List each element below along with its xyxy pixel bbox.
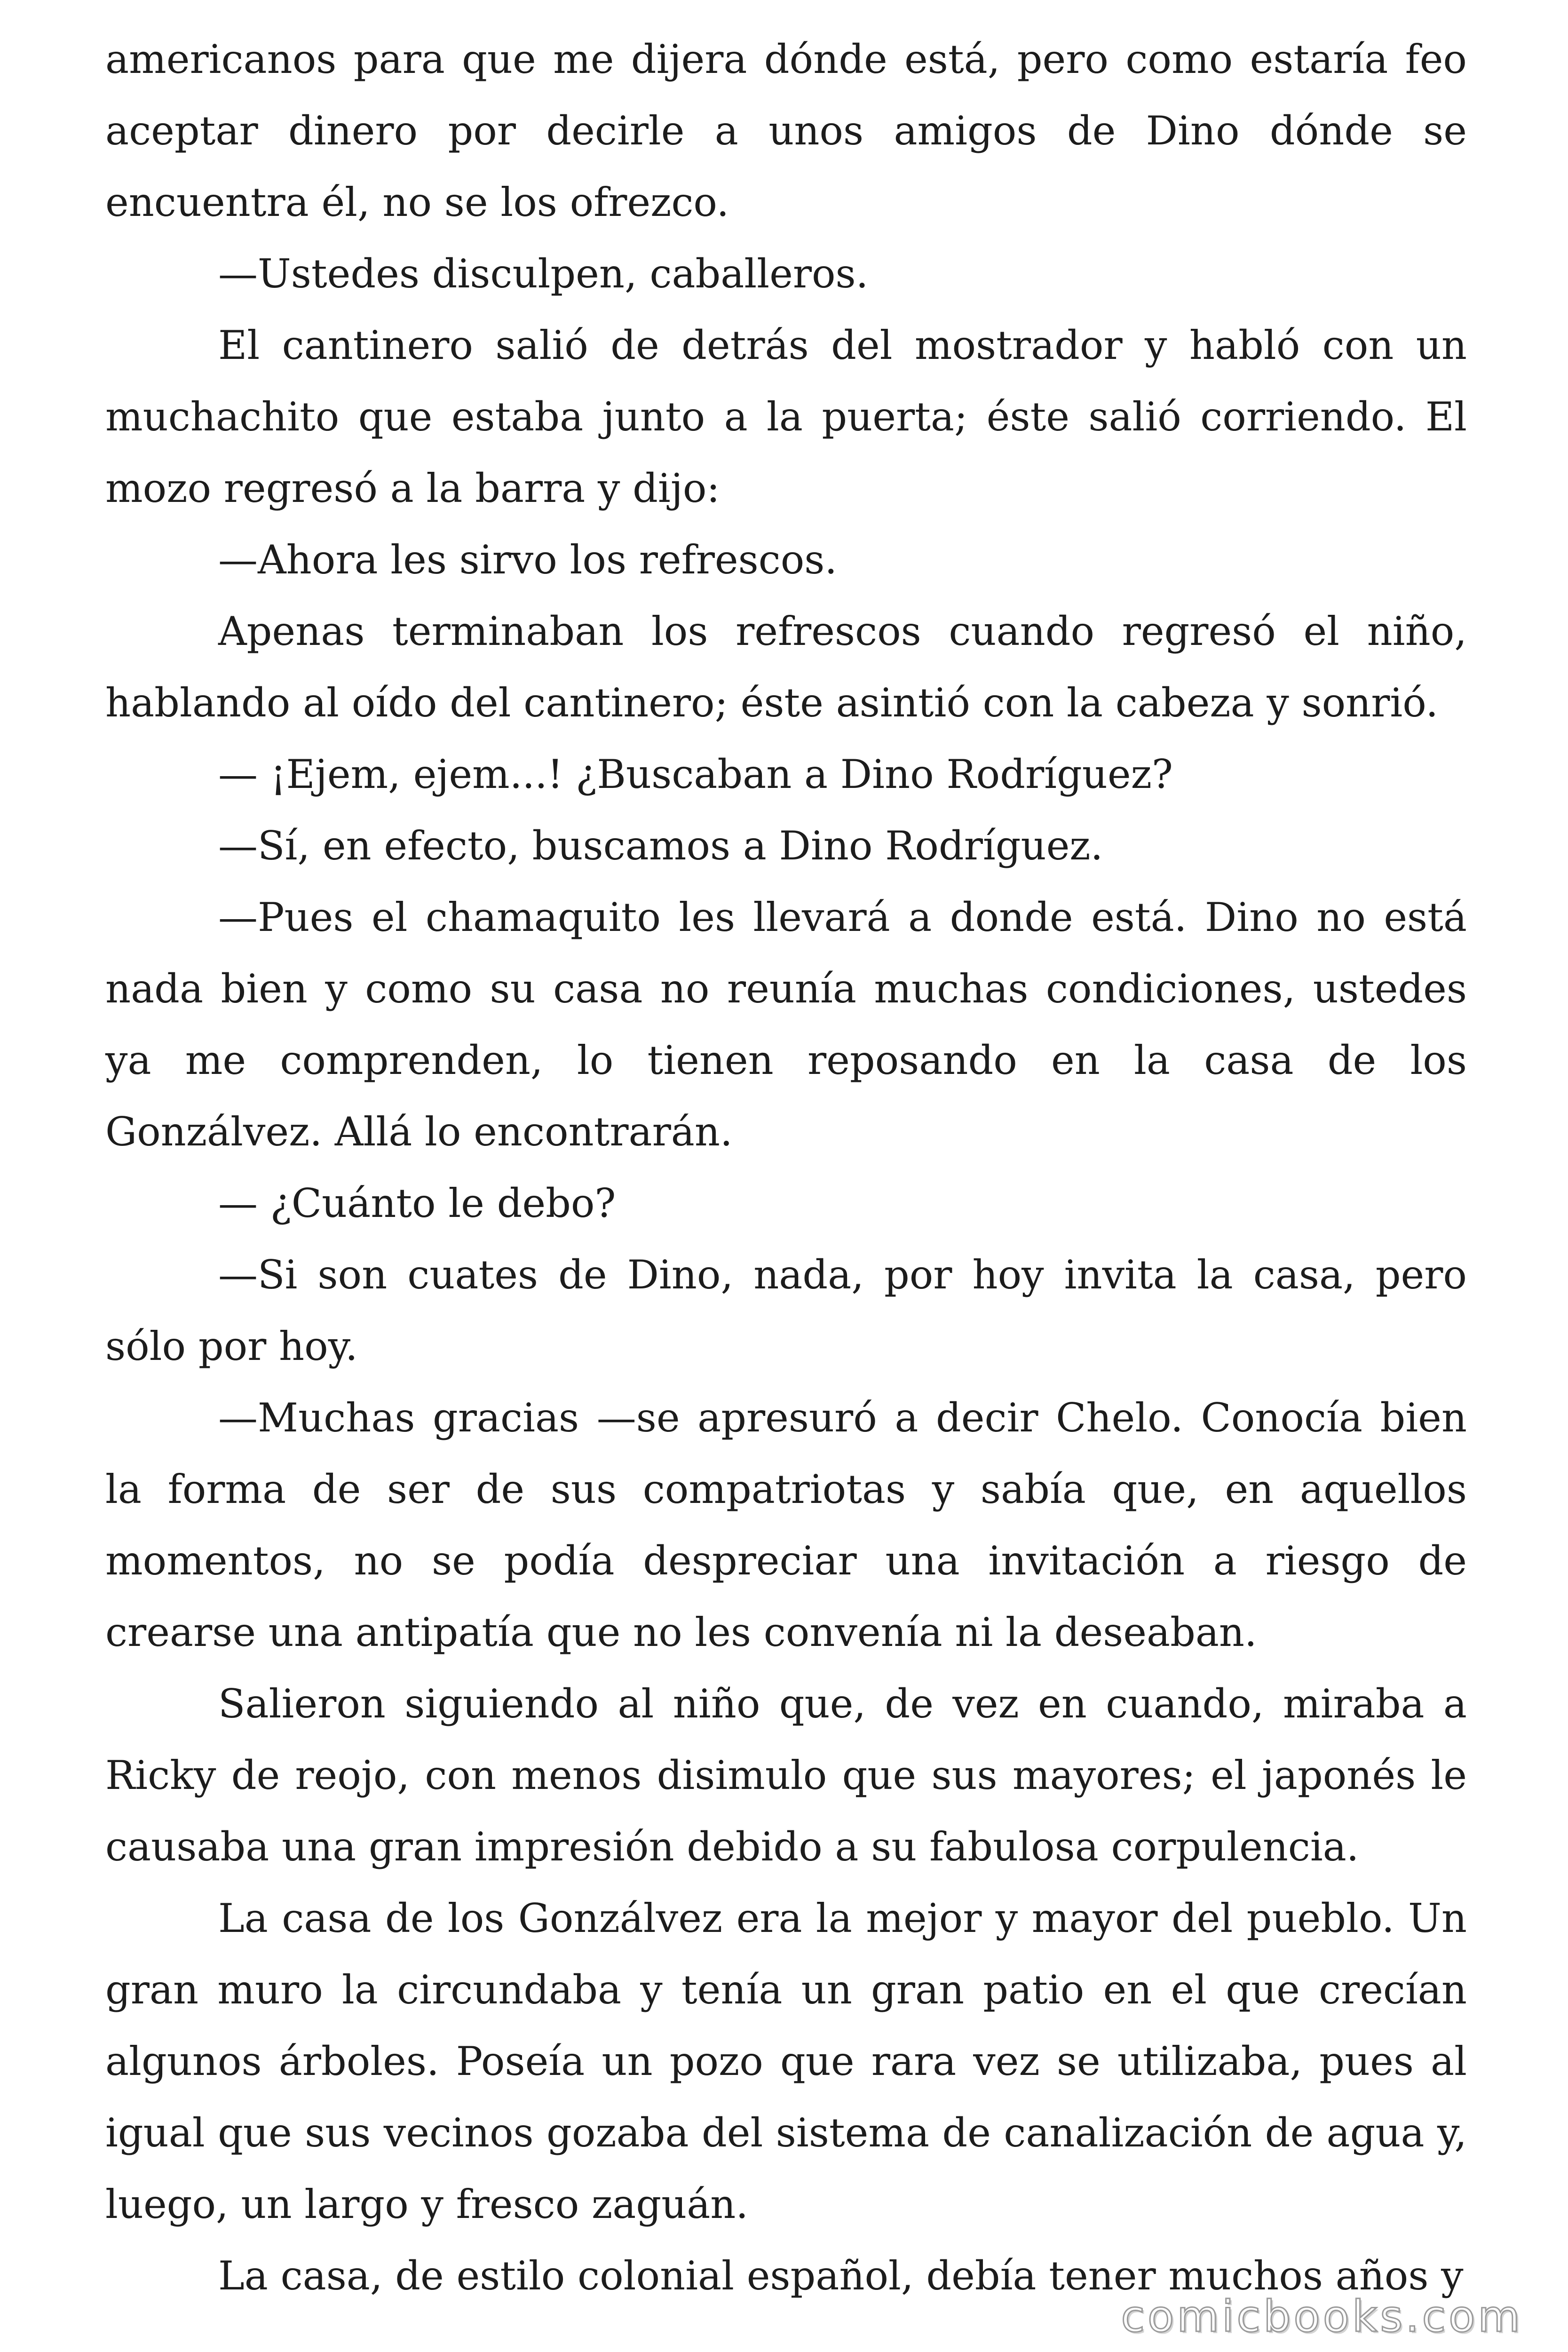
paragraph-6: — ¡Ejem, ejem...! ¿Buscaban a Dino Rodríguez? <box>218 751 1173 797</box>
paragraph-1: americanos para que me dijera dónde está, pero como estaría feo aceptar dinero por decirle a unos amigos de Dino dónde se encuentra él, no se los ofrezco. <box>105 36 1467 225</box>
paragraph-9: — ¿Cuánto le debo? <box>218 1180 616 1226</box>
paragraph-7: —Sí, en efecto, buscamos a Dino Rodríguez. <box>218 823 1103 869</box>
page-body <box>105 24 1467 2312</box>
paragraph-2: —Ustedes disculpen, caballeros. <box>218 251 869 297</box>
paragraph-4: —Ahora les sirvo los refrescos. <box>218 537 838 583</box>
paragraph-3: El cantinero salió de detrás del mostrador y habló con un muchachito que estaba junto a la puerta; éste salió corriendo. El mozo regresó a la barra y dijo: <box>105 322 1467 511</box>
paragraph-11: —Muchas gracias —se apresuró a decir Chelo. Conocía bien la forma de ser de sus compatriotas y sabía que, en aquellos momentos, no se podía despreciar una invitación a riesgo de crearse una antipatía que no les convenía ni la deseaban. <box>105 1395 1467 1655</box>
paragraph-13: La casa de los Gonzálvez era la mejor y mayor del pueblo. Un gran muro la circundaba y tenía un gran patio en el que crecían algunos árboles. Poseía un pozo que rara vez se utilizaba, pues al igual que sus vecinos gozaba del sistema de canalización de agua y, luego, un largo y fresco zaguán. <box>105 1895 1467 2227</box>
paragraph-14: La casa, de estilo colonial español, debía tener muchos años y <box>218 2253 1464 2299</box>
paragraph-12: Salieron siguiendo al niño que, de vez en cuando, miraba a Ricky de reojo, con menos disimulo que sus mayores; el japonés le causaba una gran impresión debido a su fabulosa corpulencia. <box>105 1681 1467 1870</box>
paragraph-8: —Pues el chamaquito les llevará a donde está. Dino no está nada bien y como su casa no reunía muchas condiciones, ustedes ya me comprenden, lo tienen reposando en la casa de los Gonzálvez. Allá lo encontrarán. <box>105 894 1467 1155</box>
paragraph-5: Apenas terminaban los refrescos cuando regresó el niño, hablando al oído del cantinero; éste asintió con la cabeza y sonrió. <box>105 608 1467 726</box>
watermark-text: comicbooks.com <box>1121 2291 1523 2342</box>
paragraph-10: —Si son cuates de Dino, nada, por hoy invita la casa, pero sólo por hoy. <box>105 1252 1467 1369</box>
